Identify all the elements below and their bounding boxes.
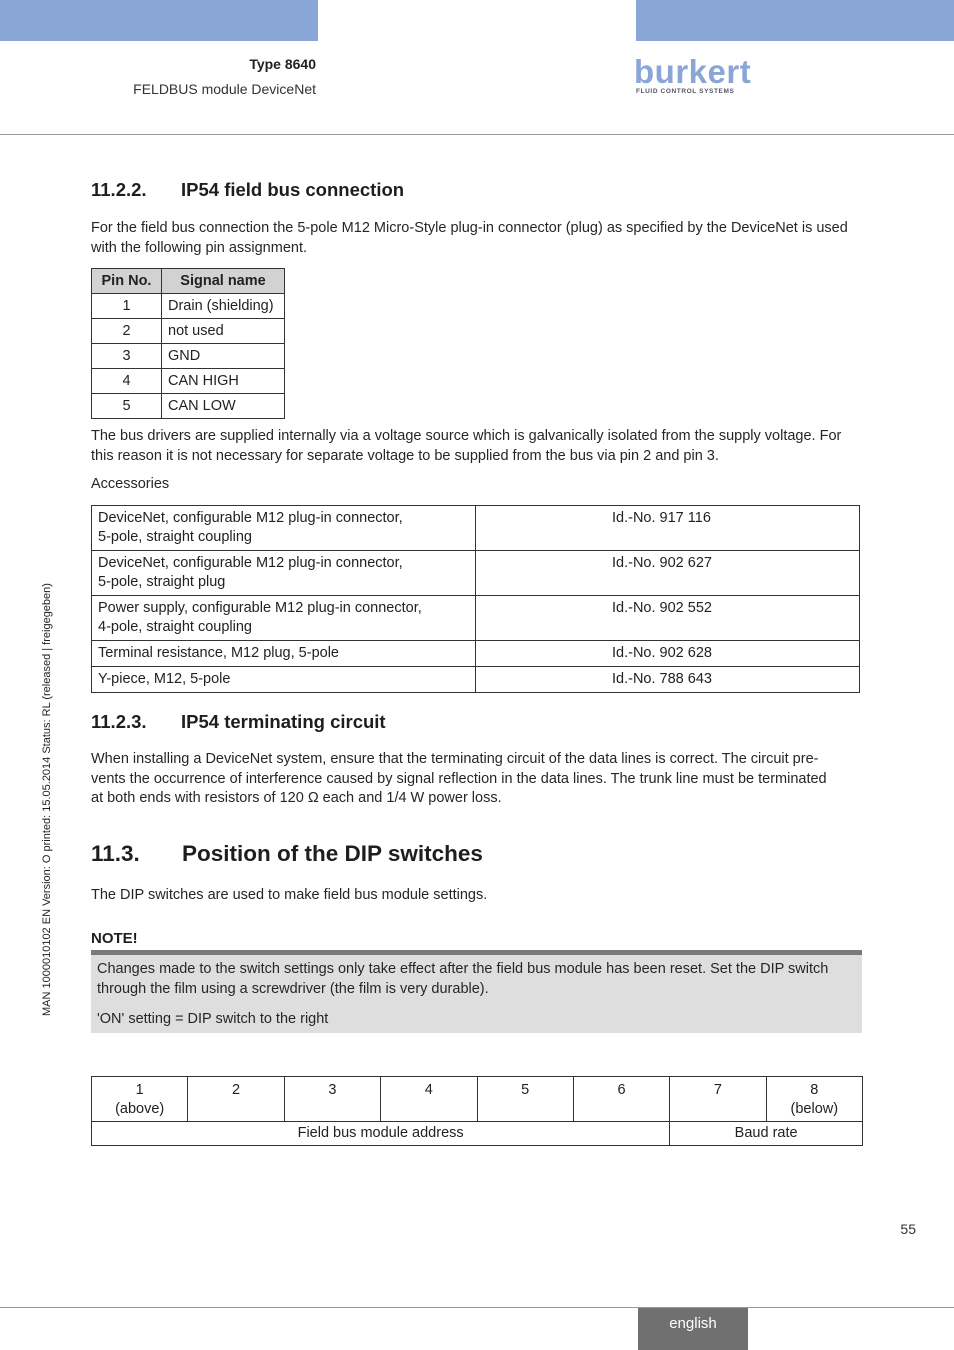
function-row xyxy=(92,1122,863,1146)
description-line: 5-pole, straight plug xyxy=(98,574,226,590)
pin-number: 2 xyxy=(92,319,162,344)
section-number: 11.2.3. xyxy=(91,711,147,732)
accessory-description xyxy=(92,667,476,693)
section-heading-11-3 xyxy=(91,841,483,867)
pin-number: 5 xyxy=(92,394,162,419)
table-header-row xyxy=(92,269,285,294)
section-title: IP54 terminating circuit xyxy=(181,711,386,732)
section-title: IP54 field bus connection xyxy=(181,179,405,200)
switch-number-row xyxy=(92,1077,863,1122)
document-type: Type 8640 xyxy=(249,56,316,72)
note-on-setting: 'ON' setting = DIP switch to the right xyxy=(97,1011,329,1027)
accessory-id xyxy=(476,596,860,641)
signal-name: Drain (shielding) xyxy=(162,294,285,319)
table-row xyxy=(92,667,860,693)
table-row xyxy=(92,641,860,667)
switch-number: 8 xyxy=(810,1082,819,1098)
switch-number: 2 xyxy=(232,1082,241,1098)
column-header-pin: Pin No. xyxy=(92,269,162,294)
table-row xyxy=(92,319,285,344)
accessory-description xyxy=(92,596,476,641)
accessories-table xyxy=(91,505,860,693)
switch-cell xyxy=(284,1077,380,1122)
description-line: DeviceNet, configurable M12 plug-in connector, xyxy=(98,510,403,526)
description-line: Terminal resistance, M12 plug, 5-pole xyxy=(98,645,339,661)
note-box xyxy=(91,955,862,1033)
baud-label: Baud rate xyxy=(670,1122,863,1146)
switch-cell xyxy=(477,1077,573,1122)
address-label: Field bus module address xyxy=(92,1122,670,1146)
language-tab: english xyxy=(638,1308,748,1350)
accessory-id xyxy=(476,551,860,596)
description-line: 5-pole, straight coupling xyxy=(98,529,252,545)
switch-cell xyxy=(188,1077,284,1122)
section-title: Position of the DIP switches xyxy=(182,841,483,866)
accessory-id xyxy=(476,641,860,667)
table-row xyxy=(92,394,285,419)
dip-switch-table xyxy=(91,1076,863,1146)
section-number: 11.3. xyxy=(91,841,140,866)
accessory-description xyxy=(92,506,476,551)
switch-cell xyxy=(573,1077,669,1122)
id-number: Id.-No. 917 116 xyxy=(612,510,711,526)
page-number: 55 xyxy=(900,1221,916,1237)
bus-driver-text: The bus drivers are supplied internally via a voltage source which is galvanically isolated from the supply voltage. For this reason it is not necessary for separate voltage to be supplied from the bus via pin 2 and pin 3. xyxy=(91,428,842,464)
accessory-id xyxy=(476,506,860,551)
switch-number: 7 xyxy=(713,1082,722,1098)
signal-name: GND xyxy=(162,344,285,369)
document-subtitle: FELDBUS module DeviceNet xyxy=(133,81,316,97)
logo-tagline: FLUID CONTROL SYSTEMS xyxy=(636,88,735,95)
accessory-description xyxy=(92,551,476,596)
switch-position: (below) xyxy=(790,1101,839,1117)
table-row xyxy=(92,369,285,394)
description-line: 4-pole, straight coupling xyxy=(98,619,252,635)
table-row xyxy=(92,294,285,319)
header-rule xyxy=(0,134,954,135)
logo-wordmark: burkert xyxy=(634,53,752,90)
description-line: Y-piece, M12, 5-pole xyxy=(98,671,231,687)
column-header-signal: Signal name xyxy=(162,269,285,294)
pin-assignment-table xyxy=(91,268,285,419)
pin-number: 1 xyxy=(92,294,162,319)
switch-number: 3 xyxy=(328,1082,337,1098)
header-band-right xyxy=(636,0,954,41)
switch-cell xyxy=(92,1077,188,1122)
note-heading: NOTE! xyxy=(91,930,138,947)
switch-number: 6 xyxy=(617,1082,626,1098)
signal-name: not used xyxy=(162,319,285,344)
switch-number: 4 xyxy=(424,1082,433,1098)
accessories-label: Accessories xyxy=(91,476,170,492)
description-line: DeviceNet, configurable M12 plug-in connector, xyxy=(98,555,403,571)
switch-cell xyxy=(670,1077,766,1122)
footer-rule xyxy=(0,1307,954,1308)
accessory-id xyxy=(476,667,860,693)
terminating-circuit-text xyxy=(91,750,866,809)
section-heading-11-2-3 xyxy=(91,711,386,733)
table-row xyxy=(92,596,860,641)
table-row xyxy=(92,551,860,596)
pin-number: 3 xyxy=(92,344,162,369)
switch-cell xyxy=(381,1077,477,1122)
section-number: 11.2.2. xyxy=(91,179,147,200)
id-number: Id.-No. 902 627 xyxy=(612,555,712,571)
switch-cell xyxy=(766,1077,862,1122)
section-heading-11-2-2 xyxy=(91,179,404,201)
text-line: When installing a DeviceNet system, ensure that the terminating circuit of the data lines is correct. The circuit pre- xyxy=(91,751,819,767)
print-status-note: MAN 1000010102 EN Version: O printed: 15.05.2014 Status: RL (released | freigegeben) xyxy=(41,583,53,1016)
id-number: Id.-No. 902 552 xyxy=(612,600,712,616)
signal-name: CAN LOW xyxy=(162,394,285,419)
connection-intro: For the field bus connection the 5-pole M12 Micro-Style plug-in connector (plug) as specified by the DeviceNet is used with the following pin assignment. xyxy=(91,220,848,256)
signal-name: CAN HIGH xyxy=(162,369,285,394)
note-text: Changes made to the switch settings only take effect after the field bus module has been reset. Set the DIP switch through the film using a screwdriver (the film is very durable). xyxy=(97,961,829,997)
accessory-description xyxy=(92,641,476,667)
header-band-left xyxy=(0,0,318,41)
id-number: Id.-No. 902 628 xyxy=(612,645,712,661)
dip-intro: The DIP switches are used to make field bus module settings. xyxy=(91,887,488,903)
table-row xyxy=(92,344,285,369)
switch-position: (above) xyxy=(115,1101,165,1117)
text-line: vents the occurrence of interference caused by signal reflection in the data lines. The trunk line must be terminated xyxy=(91,770,827,787)
switch-number: 5 xyxy=(521,1082,530,1098)
switch-number: 1 xyxy=(135,1082,144,1098)
description-line: Power supply, configurable M12 plug-in connector, xyxy=(98,600,422,616)
id-number: Id.-No. 788 643 xyxy=(612,671,712,687)
pin-number: 4 xyxy=(92,369,162,394)
text-line: at both ends with resistors of 120 Ω each and 1/4 W power loss. xyxy=(91,790,502,806)
table-row xyxy=(92,506,860,551)
